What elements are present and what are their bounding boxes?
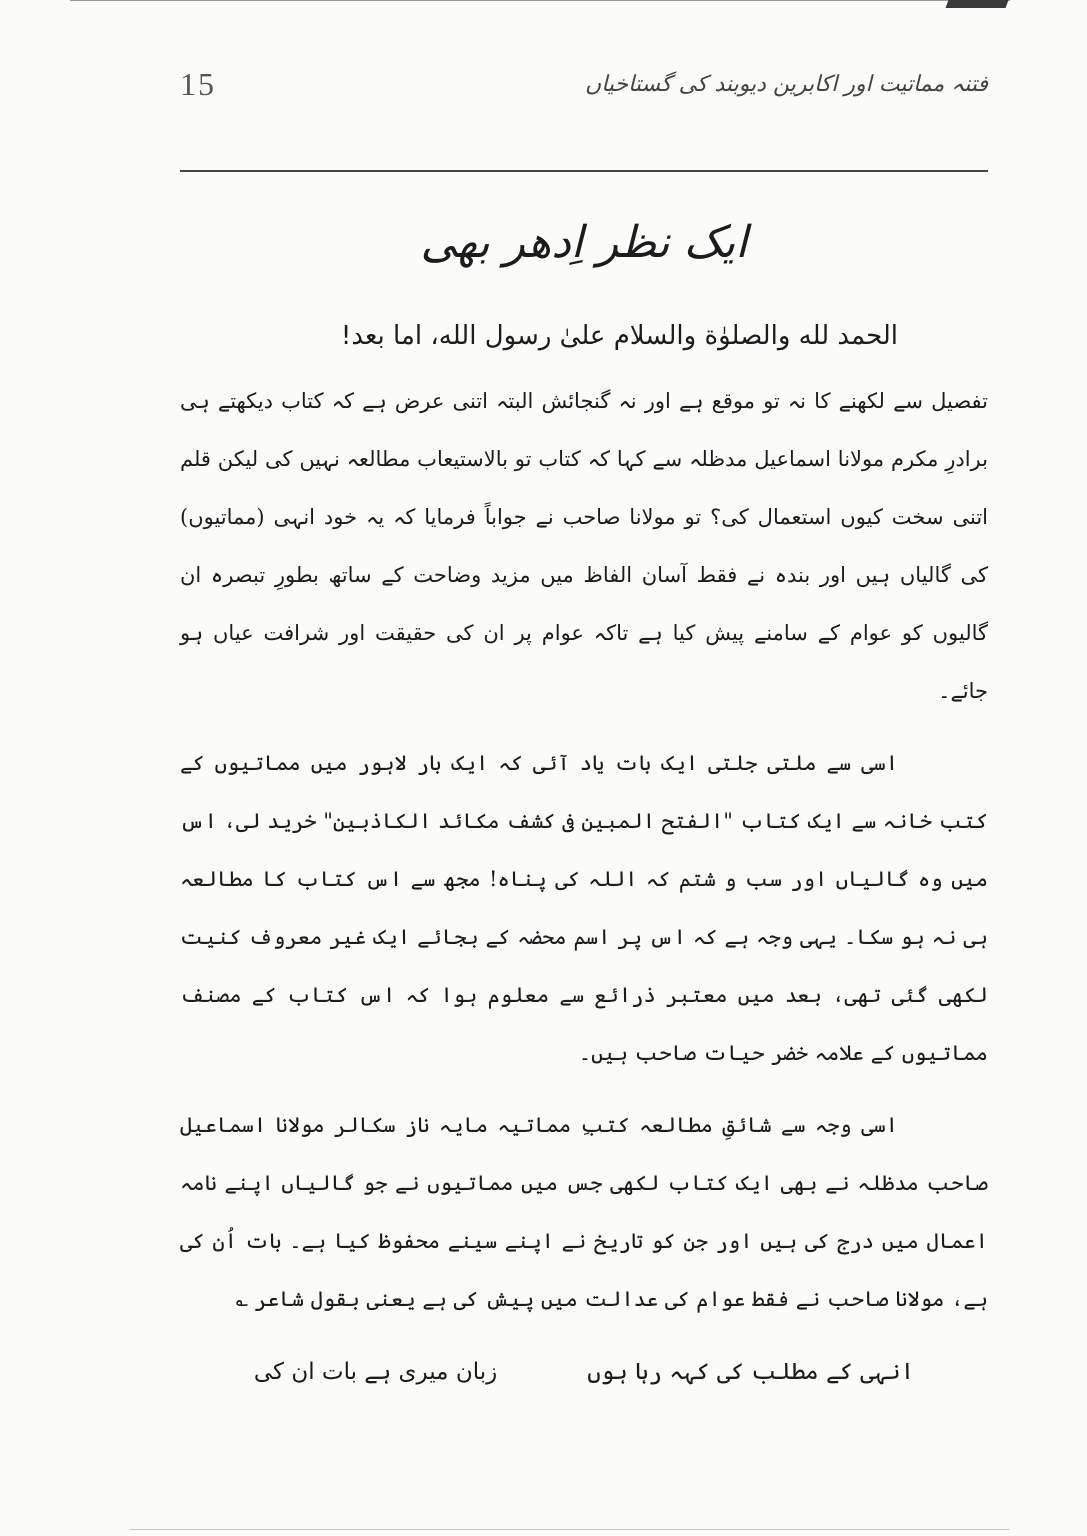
- couplet: [180, 1342, 988, 1402]
- header-divider: [180, 170, 988, 172]
- scan-bottom-edge: [130, 1529, 1010, 1530]
- page-number: 15: [180, 66, 216, 102]
- page-header: [180, 66, 988, 116]
- paragraph: تفصیل سے لکھنے کا نہ تو موقع ہے اور نہ گنجائش البتہ اتنی عرض ہے کہ کتاب دیکھتے ہی برادرِ مکرم مولانا اسماعیل مدظلہ سے کہا کہ کتاب تو بالاستیعاب مطالعہ نہیں کی لیکن قلم اتنی سخت کیوں استعمال کی؟ تو مولانا صاحب نے جواباً فرمایا کہ یہ خود انہی (مماتیوں) کی گالیاں ہیں اور بندہ نے فقط آسان الفاظ میں مزید وضاحت کے ساتھ بطورِ تبصرہ ان گالیوں کو عوام کے سامنے پیش کیا ہے تاکہ عوام پر ان کی حقیقت اور شرافت عیاں ہو جائے۔: [180, 389, 988, 703]
- scan-edge-line: [70, 0, 1010, 7]
- running-title: فتنہ مماتیت اور اکابرین دیوبند کی گستاخیاں: [585, 72, 988, 97]
- paragraph: اسی سے ملتی جلتی ایک بات یاد آئی کہ ایک بار لاہور میں مماتیوں کے کتب خانہ سے ایک کتاب "الفتح المبین فی کشف مکائد الکاذبین" خرید لی، اس میں وہ گالیاں اور سب و شتم کہ اللہ کی پناہ! مجھ سے اس کتاب کا مطالعہ ہی نہ ہو سکا۔ یہی وجہ ہے کہ اس پر اسم محضہ کے بجائے ایک غیر معروف کنیت لکھی گئی تھی، بعد میں معتبر ذرائع سے معلوم ہوا کہ اس کتاب کے مصنف مماتیوں کے علامہ خضر حیات صاحب ہیں۔: [180, 751, 988, 1065]
- opening-greeting: الحمد لله والصلوٰة والسلام علیٰ رسول الله، اما بعد!: [340, 321, 898, 351]
- scan-corner-mark: [946, 0, 1009, 8]
- page-body: [180, 200, 988, 1402]
- section-title: ایک نظر اِدھر بھی: [420, 217, 748, 268]
- couplet-second-hemistich: زبان میری ہے بات ان کی: [253, 1359, 498, 1385]
- paragraph: اسی وجہ سے شائقِ مطالعہ کتبِ مماتیہ مایہ ناز سکالر مولانا اسماعیل صاحب مدظلہ نے بھی ایک کتاب لکھی جس میں مماتیوں نے جو گالیاں اپنے نامہ اعمال میں درج کی ہیں اور جن کو تاریخ نے اپنے سینے محفوظ کیا ہے۔ بات اُن کی ہے، مولانا صاحب نے فقط عوام کی عدالت میں پیش کی ہے یعنی بقول شاعر ؎: [180, 1113, 988, 1311]
- couplet-first-hemistich: انہی کے مطلب کی کہہ رہا ہوں: [587, 1359, 915, 1385]
